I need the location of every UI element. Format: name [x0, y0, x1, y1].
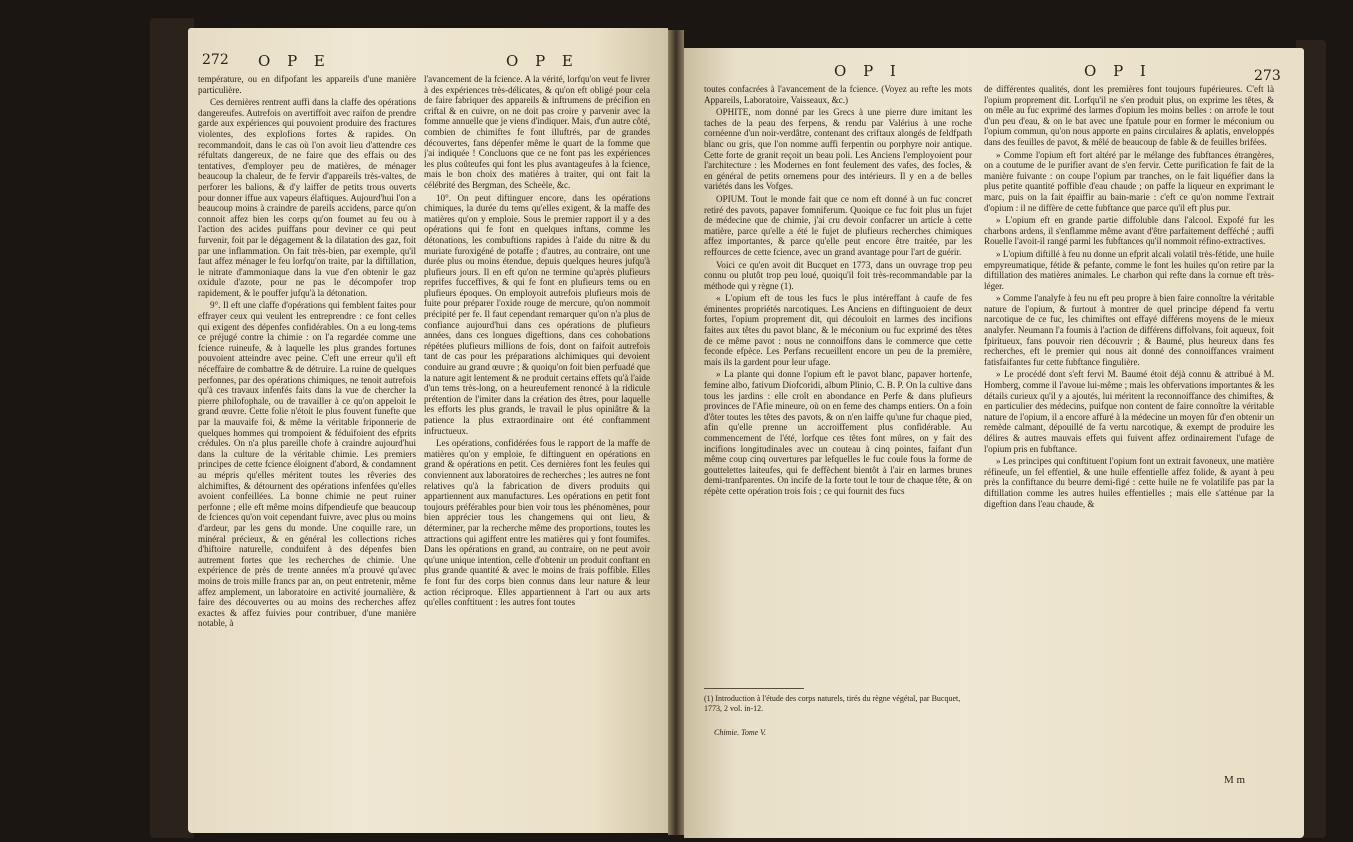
right-header-right: O P I: [1084, 62, 1152, 80]
paragraph: OPIUM. Tout le monde fait que ce nom eft donné à un fuc concret retiré des pavots, papaver fomniferum. Quoique ce fuc foit plus un fujet de médecine que de chimie, j'ai cru devoir confacrer un article à cette matière, parce qu'elle a été le fujet de plufieurs recherches chimiques affez importantes, & parce qu'elle peut encore être traitée, par les reffources de cette fcience, avec un grand avantage pour l'art de guérir.: [704, 193, 972, 257]
left-column-1: [198, 74, 416, 829]
footer-volume: Chimie. Tome V.: [714, 728, 767, 737]
footnote-rule: [704, 688, 804, 689]
paragraph: Les opérations, confidérées fous le rapport de la maffe de matières qu'on y emploie, fe diftinguent en opérations en grand & opérations en petit. Ces dernières font les feules qui conviennent aux laboratoires de recherches ; les autres ne font relatives qu'à la fabrication de divers produits qui appartiennent aux manufactures. Les opérations en petit font toujours préférables pour bien voir tous les phénomènes, pour bien apprécier tous les changemens qui ont lieu, & déterminer, par la recherche même des proportions, toutes les attractions qui agiffent entre les matières qui y font foumifes. Dans les opérations en grand, au contraire, on ne peut avoir qu'une unique intention, celle d'obtenir un produit conftant en plus grande quantité & avec le moins de frais poffible. Elles fe font fur des corps bien connus dans leur nature & leur action réciproque. Elles appartiennent à l'art ou aux arts qu'elles conftituent : les autres font toutes: [424, 438, 650, 608]
right-header-left: O P I: [834, 62, 902, 80]
paragraph: 9°. Il eft une claffe d'opérations qui femblent faites pour effrayer ceux qui veulent les entreprendre : ce font celles qui exigent des dépenfes confidérables. On a eu long-tems ce préjugé contre la chimie : on l'a regardée comme une fcience ruineufe, & à laquelle les plus grandes fortunes pouvoient atteindre avec peine. C'eft une erreur qu'il eft néceffaire de combattre & de détruire. La ruine de quelques perfonnes, par des opérations chimiques, ne tenoit autrefois qu'à ces travaux infenfés faits dans la vue de chercher la pierre philofophale, ou de travailler à ce qu'on appeloit le grand œuvre. Cette folie n'étoit le plus fouvent funefte que par la mauvaife foi, & même la véritable friponnerie de quelques hommes qui trompoient & féduifoient des efprits crédules. On n'a plus pareille chofe à craindre aujourd'hui dans la culture de la véritable chimie. Les premiers principes de cette fcience éloignent d'abord, & condamnent au mépris qu'elles méritent toutes les rêveries des alchimiftes, & détournent des opérations infenfées qu'elles avoient confeillées. La bonne chimie ne peut ruiner perfonne ; elle eft même moins difpendieufe que beaucoup de fciences qu'on voit cependant fuivre, avec plus ou moins d'ardeur, par les gens du monde. Une coquille rare, un minéral précieux, & en général les collections riches d'hiftoire naturelle, conduifent à des dépenfes bien autrement fortes que les recherches de chimie. Une expérience de près de trente années m'a prouvé qu'avec moins de trois mille francs par an, on peut entretenir, même affez amplement, un laboratoire en activité journalière, & faire des découvertes ou au moins des recherches affez exactes & affez fuivies pour contribuer, d'une manière notable, à: [198, 300, 416, 629]
paragraph: l'avancement de la fcience. A la vérité, lorfqu'on veut fe livrer à des expériences très-délicates, & qu'on eft obligé pour cela de faire fabriquer des appareils & inftrumens de précifion en criftal & en cuivre, on ne doit pas croire y parvenir avec la fomme annuelle que je viens d'indiquer. Mais, d'un autre côté, combien de chimiftes fe font illuftrés, par de grandes découvertes, fans dépenfer même le quart de la fomme que j'ai indiquée ! Concluons que ce ne font pas les expériences les plus coûteufes qui font les plus avantageufes à la fcience, mais le bon choix des matières à traiter, qui ont fait la célébrité des Bergman, des Scheèle, &c.: [424, 74, 650, 190]
paragraph: » Les principes qui conftituent l'opium font un extrait favoneux, une matière réfineufe, un fel effentiel, & une huile effentielle affez folide, & ayant à peu près la confiftance du beurre demi-figé : cette huile ne fe volatilife pas par la diftillation comme les autres huiles effentielles ; mais elle s'atténue par la digeftion dans l'eau chaude, &: [984, 456, 1274, 509]
paragraph: » Le procédé dont s'eft fervi M. Baumé étoit déjà connu & attribué à M. Homberg, comme il l'avoue lui-même ; mais les obfervations importantes & les détails curieux qu'il y a ajoutés, lui méritent la reconnoiffance des chimiftes, & en particulier des médecins, puifque non content de faire connoître la véritable nature de l'opium, il a encore affuré à la médecine un moyen fûr d'en obtenir un remède calmant, dépouillé de fa vertu narcotique, & exempt de produire les délires & autres mauvais effets qui fuivent affez ordinairement l'ufage de l'opium pris en fubftance.: [984, 369, 1274, 454]
left-page-number: 272: [202, 52, 229, 68]
right-column-2: [984, 84, 1274, 774]
right-page: [684, 48, 1304, 838]
paragraph: » L'opium diftillé à feu nu donne un efprit alcali volatil très-fétide, une huile empyreumatique, fétide & pefante, comme le font les huiles qu'on retire par la diftillation des matières animales. Le charbon qui refte dans la cornue eft très-léger.: [984, 248, 1274, 291]
paragraph: toutes confacrées à l'avancement de la fcience. (Voyez au refte les mots Appareils, Laboratoire, Vaisseaux, &c.): [704, 84, 972, 105]
paragraph: température, ou en difpofant les appareils d'une manière particulière.: [198, 74, 416, 95]
left-header-right: O P E: [506, 52, 579, 70]
left-header-left: O P E: [258, 52, 331, 70]
right-page-number: 273: [1254, 68, 1281, 84]
signature-mark: M m: [1224, 774, 1246, 786]
left-page: [188, 28, 668, 833]
paragraph: OPHITE, nom donné par les Grecs à une pierre dure imitant les taches de la peau des ferpens, & rendu par Valérius à une roche cornéenne d'un noir-verdâtre, contenant des criftaux alongés de feldfpath blanc ou gris, que l'on nomme auffi ferpentin ou porphyre noir antique. Cette forte de granit reçoit un beau poli. Les Anciens l'employoient pour l'architecture : les Modernes en font feulement des vafes, des focles, & en général de petits ornemens pour des intérieurs. Il y en a de belles variétés dans les Vofges.: [704, 107, 972, 192]
paragraph: 10°. On peut diftinguer encore, dans les opérations chimiques, la durée du tems qu'elles exigent, & la maffe des matières qu'on y emploie. Sous le premier rapport il y a des opérations qui fe font en quelques inftans, comme les détonations, les combuftions rapides à l'aide du nitre & du muriate furoxigéné de potaffe ; d'autres, au contraire, ont une durée plus ou moins étendue, depuis quelques heures jufqu'à plufieurs jours. Il en eft qu'on ne termine qu'après plufieurs reprifes fucceffives, & qui fe font en plufieurs tems ou en plufieurs époques. On employoit autrefois plufieurs mois de fuite pour préparer l'oxide rouge de mercure, qu'on nommoit précipité per fe. Il faut cependant remarquer qu'on n'a plus de confiance aujourd'hui dans ces opérations de plufieurs années, dans ces longues digeftions, dans ces cohobations répétées plufieurs millions de fois, dont on faifoit autrefois tant de cas pour les préparations alchimiques qui devoient conduire au grand œuvre ; & quoiqu'on foit bien perfuadé que la nature agit lentement & ne produit certains effets qu'à l'aide d'un tems très-long, on a heureufement renoncé à la ridicule prétention de l'imiter dans la création des êtres, pour laquelle les efforts les plus grands, le travail le plus opiniâtre & la patience la plus extraordinaire ont été conftamment infructueux.: [424, 192, 650, 436]
paragraph: » Comme l'analyfe à feu nu eft peu propre à bien faire connoître la véritable nature de l'opium, & furtout à montrer de quel principe dépend fa vertu narcotique de ce fuc, les chimiftes ont effayé différens moyens de le mieux analyfer. Neumann l'a foumis à l'action de différens diffolvans, foit aqueux, foit fpiritueux, fans pouvoir rien découvrir ; & Baumé, plus heureux dans fes recherches, eft le premier qui nous ait donné des connoiffances vraiment fatisfaifantes fur cette fubftance fingulière.: [984, 293, 1274, 367]
left-column-2: [424, 74, 650, 829]
paragraph: Ces dernières rentrent auffi dans la claffe des opérations dangereufes. Autrefois on avertiffoit avec raifon de prendre garde aux expériences qui pouvoient produire des fractures violentes, des explofions fortes & rapides. On recommandoit, dans le cas où l'on avoit lieu d'attendre ces réfultats dangereux, de ne faire que des effais ou des tentatives, d'employer peu de matières, de ménager beaucoup la chaleur, de fe fervir d'appareils très-valtes, de perforer les balions, & d'y laiffer de petits trous ouverts pour donner iffue aux vapeurs élaftiques. Aujourd'hui l'on a beaucoup moins à craindre de pareils accidens, parce qu'on connoit affez bien les corps qu'on foumet au feu ou à l'action des acides puiffans pour deviner ce qui peut furvenir, foit par le dégagement & la dilatation des gaz, foit par une inflammation. On fait très-bien, par exemple, qu'il faut affez ménager le feu lorfqu'on traite, par la diftillation, le nitrate d'ammoniaque dans la vue d'en obtenir le gaz oxidule d'azote, pour ne pas le décompofer trop rapidement, & le pouffer jufqu'à la détonation.: [198, 97, 416, 298]
paragraph: » L'opium eft en grande partie diffoluble dans l'alcool. Expofé fur les charbons ardens, il s'enflamme même avant d'être parfaitement defféché ; auffi Rouelle l'avoit-il rangé parmi les fubftances qu'il nommoit réfino-extractives.: [984, 215, 1274, 247]
paragraph: » Comme l'opium eft fort altéré par le mélange des fubftances étrangères, on a coutume de le purifier avant de s'en fervir. Cette purification fe fait de la manière fuivante : on coupe l'opium par tranches, on le fait liquéfier dans la plus petite quantité poffible d'eau chaude ; on paffe la liqueur en exprimant le marc, puis on la fait épaiffir au bain-marie : c'eft ce qu'on nomme l'extrait d'opium : il ne diffère de cette fubftance que parce qu'il eft plus pur.: [984, 149, 1274, 213]
paragraph: Voici ce qu'en avoit dit Bucquet en 1773, dans un ouvrage trop peu connu ou plutôt trop peu loué, quoiqu'il foit très-recommandable par la méthode qui y règne (1).: [704, 259, 972, 291]
paragraph: de différentes qualités, dont les premières font toujours fupérieures. C'eft là l'opium proprement dit. Lorfqu'il ne s'en produit plus, on exprime les têtes, & on mêle au fuc exprimé des larmes d'opium les moins belles : on arrofe le tout d'un peu d'eau, & on le bat avec une fpatule pour en former le méconium ou l'opium commun, qu'on nous apporte en pains circulaires & aplatis, enveloppés dans des feuilles de pavot, & mêlé de beaucoup de fable & de feuilles brifées.: [984, 84, 1274, 147]
paragraph: « L'opium eft de tous les fucs le plus intéreffant à caufe de fes éminentes propriétés narcotiques. Les Anciens en diftinguoient de deux fortes, l'opium proprement dit, qui découloit en larmes des incifions faites aux têtes du pavot blanc, & le méconium ou fuc exprimé des têtes de ce même pavot : nous ne connoiffons dans le commerce que cette feconde efpèce. Les Perfans recueillent encore un peu de la première, mais ils la gardent pour leur ufage.: [704, 293, 972, 367]
paragraph: » La plante qui donne l'opium eft le pavot blanc, papaver hortenfe, femine albo, fativum Diofcoridi, album Plinio, C. B. P. On la cultive dans tous les jardins : elle croît en abondance en Perfe & dans plufieurs provinces de l'Afie mineure, où on en feme des champs entiers. On a foin d'ôter toutes les têtes des pavots, & on n'en laiffe qu'une fur chaque pied, afin qu'elle prenne un accroiffement plus confidérable. Au commencement de l'été, lorfque ces têtes font mûres, on y fait des incifions longitudinales avec un couteau à cinq pointes, faifant d'un même coup cinq ouvertures par lefquelles le fuc coule fous la forme de gouttelettes laiteufes, qui fe deffèchent bientôt à l'air en larmes brunes demi-tranfparentes. On incife de la forte tout le tour de chaque tête, & on répète cette opération trois fois ; ce qui fournit des fucs: [704, 369, 972, 496]
book-gutter: [668, 30, 684, 835]
right-column-1: [704, 84, 972, 674]
footnote: (1) Introduction à l'étude des corps naturels, tirés du règne végétal, par Bucquet, 1773, 2 vol. in-12.: [704, 694, 961, 713]
